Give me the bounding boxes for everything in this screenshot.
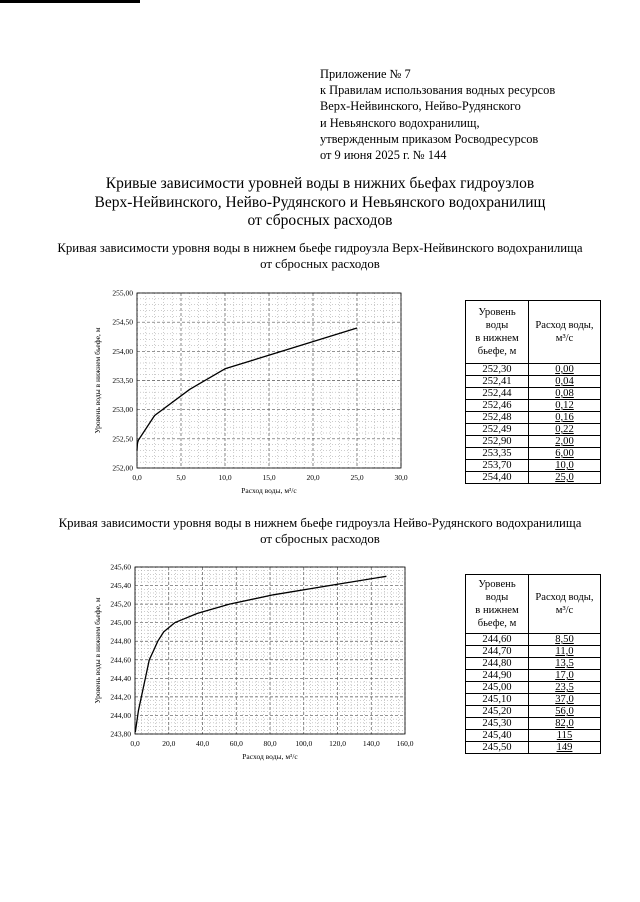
- top-left-rule: [0, 0, 140, 3]
- x-tick-label: 120,0: [329, 739, 346, 748]
- appendix-line: Верх-Нейвинского, Нейво-Рудянского: [320, 99, 521, 114]
- flow-cell: 0,08: [529, 388, 601, 400]
- table-row: [466, 472, 601, 484]
- flow-cell: 0,16: [529, 412, 601, 424]
- table-row: [466, 646, 601, 658]
- flow-cell: 0,00: [529, 364, 601, 376]
- title-line: от сбросных расходов: [247, 212, 393, 229]
- table-row: [466, 742, 601, 754]
- y-tick-label: 245,40: [110, 581, 131, 591]
- level-cell: 252,90: [466, 436, 529, 448]
- table-row: [466, 730, 601, 742]
- y-tick-label: 254,50: [112, 317, 133, 327]
- series-line: [135, 576, 386, 732]
- y-tick-label: 252,00: [112, 463, 133, 473]
- appendix-line: к Правилам использования водных ресурсов: [320, 83, 556, 98]
- header-level: [466, 301, 529, 364]
- level-cell: 245,50: [466, 742, 529, 754]
- appendix-line: и Невьянского водохранилищ,: [320, 115, 480, 130]
- x-tick-label: 5,0: [176, 473, 186, 482]
- x-tick-label: 25,0: [350, 473, 364, 482]
- caption-line: от сбросных расходов: [260, 532, 380, 546]
- flow-cell: 13,5: [529, 658, 601, 670]
- flow-cell: 8,50: [529, 634, 601, 646]
- header-level-line: воды: [485, 592, 509, 603]
- y-tick-label: 244,40: [110, 673, 131, 683]
- header-flow: Расход воды, м³/с: [529, 301, 601, 364]
- table-row: [466, 448, 601, 460]
- table-row: [466, 436, 601, 448]
- table-row: [466, 460, 601, 472]
- table-row: [466, 376, 601, 388]
- header-level: [466, 575, 529, 634]
- y-tick-label: 245,00: [110, 618, 131, 628]
- flow-cell: 11,0: [529, 646, 601, 658]
- y-tick-label: 244,80: [110, 636, 131, 646]
- flow-cell: 37,0: [529, 694, 601, 706]
- level-cell: 252,49: [466, 424, 529, 436]
- x-tick-label: 0,0: [130, 739, 140, 748]
- y-tick-label: 244,20: [110, 692, 131, 702]
- table-row: [466, 634, 601, 646]
- x-axis-title: Расход воды, м³/с: [242, 752, 298, 761]
- level-cell: 244,60: [466, 634, 529, 646]
- x-tick-label: 10,0: [218, 473, 232, 482]
- level-cell: 244,80: [466, 658, 529, 670]
- flow-cell: 115: [529, 730, 601, 742]
- level-cell: 245,40: [466, 730, 529, 742]
- title-line: Верх-Нейвинского, Нейво-Рудянского и Невьянского водохранилищ: [94, 193, 546, 211]
- level-cell: 252,30: [466, 364, 529, 376]
- chart-verkh-neyvinsky: [70, 283, 410, 498]
- level-cell: 252,44: [466, 388, 529, 400]
- caption-line: Кривая зависимости уровня воды в нижнем бьефе гидроузла Верх-Нейвинского водохранилища: [57, 241, 583, 255]
- x-tick-label: 30,0: [394, 473, 408, 482]
- flow-cell: 2,00: [529, 436, 601, 448]
- x-tick-label: 15,0: [262, 473, 276, 482]
- table-row: [466, 412, 601, 424]
- level-cell: 252,41: [466, 376, 529, 388]
- y-tick-label: 245,20: [110, 599, 131, 609]
- flow-cell: 10,0: [529, 460, 601, 472]
- y-tick-label: 244,00: [110, 710, 131, 720]
- y-axis-title: Уровень воды в нижнем бьефе, м: [93, 327, 102, 434]
- flow-cell: 6,00: [529, 448, 601, 460]
- header-level-line: бьефе, м: [477, 346, 517, 357]
- y-tick-label: 253,00: [112, 405, 133, 415]
- level-cell: 254,40: [466, 472, 529, 484]
- level-cell: 244,90: [466, 670, 529, 682]
- caption-line: Кривая зависимости уровня воды в нижнем бьефе гидроузла Нейво-Рудянского водохранилища: [58, 516, 582, 530]
- x-tick-label: 140,0: [362, 739, 380, 748]
- level-cell: 245,00: [466, 682, 529, 694]
- flow-cell: 82,0: [529, 718, 601, 730]
- x-axis-title: Расход воды, м³/с: [241, 486, 297, 495]
- header-flow: Расход воды, м³/с: [529, 575, 601, 634]
- title-line: Кривые зависимости уровней воды в нижних бьефах гидроузлов: [105, 175, 535, 192]
- series-line: [137, 328, 357, 451]
- header-level-line: Уровень: [478, 579, 516, 590]
- header-level-line: Уровень: [478, 307, 516, 318]
- table-header-row: [466, 301, 601, 364]
- flow-cell: 0,12: [529, 400, 601, 412]
- appendix-block: [320, 66, 555, 163]
- header-level-line: бьефе, м: [477, 618, 517, 629]
- x-tick-label: 20,0: [306, 473, 320, 482]
- level-cell: 245,30: [466, 718, 529, 730]
- y-tick-label: 245,60: [110, 562, 131, 572]
- flow-cell: 56,0: [529, 706, 601, 718]
- flow-cell: 17,0: [529, 670, 601, 682]
- header-level-line: воды: [485, 320, 509, 331]
- x-tick-label: 40,0: [195, 739, 210, 748]
- table-verkh-neyvinsky: [465, 300, 601, 484]
- chart-neyvo-rudyansky: [70, 560, 420, 770]
- x-tick-label: 20,0: [162, 739, 176, 748]
- level-cell: 252,46: [466, 400, 529, 412]
- flow-cell: 25,0: [529, 472, 601, 484]
- table-row: [466, 364, 601, 376]
- x-tick-label: 60,0: [229, 739, 243, 748]
- flow-cell: 0,22: [529, 424, 601, 436]
- y-tick-label: 243,80: [110, 729, 131, 739]
- y-tick-label: 254,00: [112, 346, 133, 356]
- appendix-line: утвержденным приказом Росводресурсов: [320, 131, 539, 146]
- x-tick-label: 160,0: [396, 739, 414, 748]
- appendix-line: Приложение № 7: [320, 67, 411, 81]
- table-row: [466, 706, 601, 718]
- table-row: [466, 718, 601, 730]
- x-tick-label: 100,0: [295, 739, 313, 748]
- level-cell: 253,35: [466, 448, 529, 460]
- y-tick-label: 252,50: [112, 434, 133, 444]
- table-row: [466, 400, 601, 412]
- level-cell: 244,70: [466, 646, 529, 658]
- table-row: [466, 388, 601, 400]
- y-tick-label: 255,00: [112, 288, 133, 298]
- table-row: [466, 682, 601, 694]
- flow-cell: 23,5: [529, 682, 601, 694]
- x-tick-label: 80,0: [263, 739, 277, 748]
- flow-cell: 0,04: [529, 376, 601, 388]
- header-level-line: в нижнем: [475, 605, 519, 616]
- y-tick-label: 244,60: [110, 655, 131, 665]
- table-row: [466, 694, 601, 706]
- table-header-row: [466, 575, 601, 634]
- document-title: [0, 175, 640, 231]
- table-neyvo-rudyansky: [465, 574, 601, 754]
- level-cell: 245,20: [466, 706, 529, 718]
- y-axis-title: Уровень воды в нижнем бьефе, м: [93, 597, 102, 704]
- x-tick-label: 0,0: [132, 473, 142, 482]
- table-row: [466, 670, 601, 682]
- section-1-caption: [0, 240, 640, 272]
- appendix-line: от 9 июня 2025 г. № 144: [320, 148, 447, 163]
- table-row: [466, 658, 601, 670]
- level-cell: 252,48: [466, 412, 529, 424]
- flow-cell: 149: [529, 742, 601, 754]
- header-level-line: в нижнем: [475, 333, 519, 344]
- caption-line: от сбросных расходов: [260, 257, 380, 271]
- level-cell: 245,10: [466, 694, 529, 706]
- y-tick-label: 253,50: [112, 376, 133, 385]
- table-row: [466, 424, 601, 436]
- section-2-caption: [0, 515, 640, 547]
- level-cell: 253,70: [466, 460, 529, 472]
